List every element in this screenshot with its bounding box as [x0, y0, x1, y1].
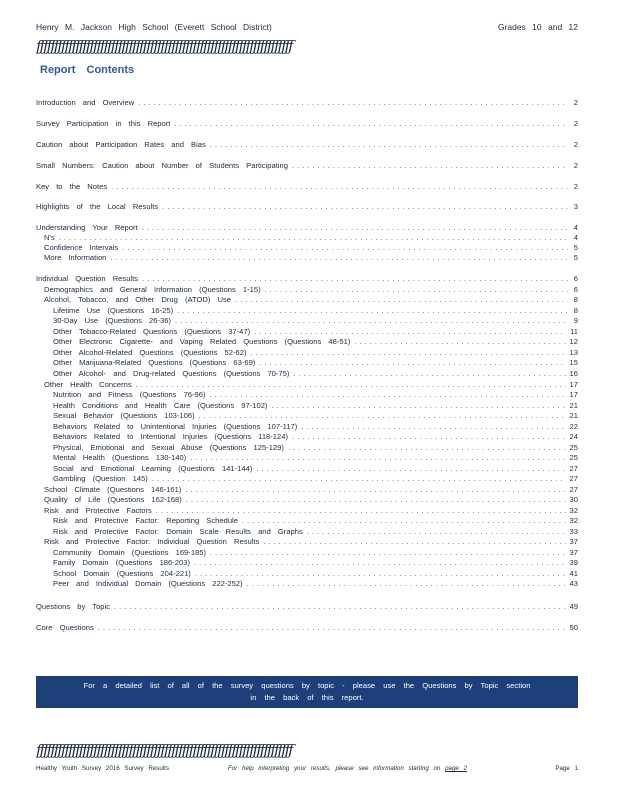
toc-entry-page: 37 [569, 537, 578, 546]
toc-entry[interactable] [36, 358, 578, 368]
toc-leader-dots [186, 495, 566, 505]
toc-entry[interactable] [36, 327, 578, 337]
toc-entry-label: Behaviors Related to Unintentional Injuries (Questions 107-117) [53, 422, 298, 431]
toc-entry[interactable] [36, 569, 578, 579]
footer-help-label: For help interpreting your results, please see information starting on [228, 765, 446, 772]
toc-entry-page: 25 [569, 443, 578, 452]
toc-entry[interactable] [36, 453, 578, 463]
toc-entry[interactable] [36, 223, 578, 233]
toc-entry-label: Small Numbers: Caution about Number of Students Participating [36, 161, 288, 170]
toc-leader-dots [59, 233, 568, 243]
toc-entry-label: 30-Day Use (Questions 26-36) [53, 316, 171, 325]
toc-entry-label: Introduction and Overview [36, 98, 135, 107]
toc-entry-label: Lifetime Use (Questions 16-25) [53, 306, 174, 315]
toc-leader-dots [156, 506, 566, 516]
toc-leader-dots [114, 602, 566, 612]
toc-entry[interactable] [36, 295, 578, 305]
toc-entry[interactable] [36, 464, 578, 474]
toc-entry[interactable] [36, 98, 578, 108]
toc-entry-label: Risk and Protective Factor: Domain Scale Results and Graphs [53, 527, 303, 536]
toc-entry-page: 4 [573, 223, 578, 232]
toc-entry[interactable] [36, 506, 578, 516]
toc-entry-page: 21 [569, 401, 578, 410]
toc-entry[interactable] [36, 558, 578, 568]
toc-leader-dots [271, 401, 565, 411]
toc-leader-dots [174, 119, 568, 129]
toc-leader-dots [177, 306, 568, 316]
page-title: Report Contents [40, 64, 135, 76]
toc-entry[interactable] [36, 369, 578, 379]
toc-entry[interactable] [36, 527, 578, 537]
toc-leader-dots [210, 140, 568, 150]
toc-entry-page: 2 [573, 98, 578, 107]
toc-entry[interactable] [36, 202, 578, 212]
toc-entry-page: 8 [573, 295, 578, 304]
toc-leader-dots [247, 579, 566, 589]
toc-entry-page: 17 [569, 390, 578, 399]
toc-leader-dots [122, 243, 568, 253]
toc-entry[interactable] [36, 233, 578, 243]
toc-entry-page: 24 [569, 432, 578, 441]
toc-entry-page: 32 [569, 516, 578, 525]
toc-entry-page: 21 [569, 411, 578, 420]
toc-entry-page: 11 [570, 327, 578, 336]
toc-entry-label: Community Domain (Questions 169-185) [53, 548, 207, 557]
toc-entry-page: 49 [569, 602, 578, 611]
toc-entry-page: 30 [569, 495, 578, 504]
toc-entry[interactable] [36, 337, 578, 347]
toc-entry-page: 3 [573, 202, 578, 211]
toc-entry-page: 17 [569, 380, 578, 389]
toc-entry-label: Family Domain (Questions 186-203) [53, 558, 190, 567]
toc-entry-label: Mental Health (Questions 130-140) [53, 453, 187, 462]
toc-entry-label: School Climate (Questions 146-161) [44, 485, 182, 494]
toc-entry-label: Gambling (Question 145) [53, 474, 148, 483]
toc-leader-dots [256, 464, 565, 474]
banner-line-1: For a detailed list of all of the survey questions by topic - please use the Questions by Topic section [83, 681, 531, 690]
toc-leader-dots [288, 443, 566, 453]
toc-leader-dots [142, 223, 568, 233]
toc-entry[interactable] [36, 432, 578, 442]
toc-entry[interactable] [36, 548, 578, 558]
toc-leader-dots [354, 337, 565, 347]
toc-leader-dots [265, 285, 568, 295]
toc-entry[interactable] [36, 495, 578, 505]
toc-entry[interactable] [36, 140, 578, 150]
toc-entry-page: 13 [569, 348, 578, 357]
toc-entry[interactable] [36, 316, 578, 326]
toc-leader-dots [152, 474, 566, 484]
toc-leader-dots [175, 316, 568, 326]
toc-entry-label: Health Conditions and Health Care (Questions 97-102) [53, 401, 268, 410]
footer-help-text [228, 765, 467, 772]
toc-entry-label: Individual Question Results [36, 274, 139, 283]
toc-entry-page: 6 [573, 274, 578, 283]
toc-entry[interactable] [36, 285, 578, 295]
toc-entry-page: 50 [569, 623, 578, 632]
toc-entry-page: 27 [569, 485, 578, 494]
toc-leader-dots [185, 485, 565, 495]
toc-leader-dots [210, 390, 566, 400]
toc-entry-page: 2 [573, 119, 578, 128]
toc-entry-page: 37 [569, 548, 578, 557]
toc-entry-label: Core Questions [36, 623, 94, 632]
toc-entry[interactable] [36, 537, 578, 547]
toc-entry[interactable] [36, 401, 578, 411]
toc-entry-page: 25 [569, 453, 578, 462]
toc-entry-page: 9 [573, 316, 578, 325]
toc-leader-dots [162, 202, 568, 212]
toc-entry-page: 39 [569, 558, 578, 567]
decorative-divider-bottom: ƒƒƒƒƒƒƒƒƒƒƒƒƒƒƒƒƒƒƒƒƒƒƒƒƒƒƒƒƒƒƒƒƒƒƒƒƒƒƒƒƒƒƒƒƒƒƒƒƒƒƒƒƒƒƒƒƒƒƒƒƒƒƒƒƒƒƒƒƒƒƒƒ [36, 741, 292, 759]
toc-leader-dots [138, 98, 568, 108]
toc-entry-page: 2 [573, 140, 578, 149]
toc-leader-dots [142, 274, 568, 284]
toc-entry-label: Quality of Life (Questions 162-168) [44, 495, 182, 504]
toc-leader-dots [254, 327, 566, 337]
toc-entry-label: Nutrition and Fitness (Questions 76-96) [53, 390, 206, 399]
toc-entry[interactable] [36, 602, 578, 612]
toc-entry-label: N's [44, 233, 55, 242]
toc-entry-label: Other Health Concerns [44, 380, 132, 389]
toc-entry-label: Key to the Notes [36, 182, 108, 191]
toc-entry-label: Highlights of the Local Results [36, 202, 159, 211]
toc-entry-label: Behaviors Related to Intentional Injuries (Questions 118-124) [53, 432, 289, 441]
toc-entry-page: 16 [569, 369, 578, 378]
toc-entry-page: 41 [569, 569, 578, 578]
toc-entry-page: 32 [569, 506, 578, 515]
toc-entry-label: Other Marijuana-Related Questions (Questions 63-69) [53, 358, 256, 367]
toc-leader-dots [136, 380, 566, 390]
toc-entry[interactable] [36, 348, 578, 358]
toc-entry[interactable] [36, 182, 578, 192]
toc-entry[interactable] [36, 411, 578, 421]
toc-entry-label: Demographics and General Information (Questions 1-15) [44, 285, 261, 294]
toc-entry-label: Alcohol, Tobacco, and Other Drug (ATOD) Use [44, 295, 232, 304]
toc-entry-label: Other Alcohol-Related Questions (Questions 52-62) [53, 348, 247, 357]
toc-leader-dots [195, 569, 566, 579]
toc-entry-page: 4 [573, 233, 578, 242]
toc-leader-dots [293, 369, 565, 379]
toc-entry-page: 12 [569, 337, 578, 346]
toc-entry[interactable] [36, 474, 578, 484]
toc-leader-dots [263, 537, 565, 547]
info-banner [36, 676, 578, 708]
toc-leader-dots [235, 295, 568, 305]
toc-entry[interactable] [36, 119, 578, 129]
toc-entry[interactable] [36, 380, 578, 390]
toc-leader-dots [98, 623, 566, 633]
toc-entry-label: Confidence Intervals [44, 243, 119, 252]
toc-entry-page: 6 [573, 285, 578, 294]
toc-entry-page: 2 [573, 161, 578, 170]
toc-entry-label: Survey Participation in this Report [36, 119, 171, 128]
toc-entry-label: More Information [44, 253, 107, 262]
footer-page-link[interactable]: page 2 [445, 765, 468, 772]
toc-entry[interactable] [36, 516, 578, 526]
toc-leader-dots [292, 161, 568, 171]
toc-entry-page: 2 [573, 182, 578, 191]
banner-line-2: in the back of this report. [250, 693, 364, 702]
toc-entry[interactable] [36, 579, 578, 589]
toc-leader-dots [210, 548, 566, 558]
toc-entry-page: 8 [573, 306, 578, 315]
toc-entry-page: 27 [569, 464, 578, 473]
toc-entry[interactable] [36, 443, 578, 453]
decorative-divider-top: ƒƒƒƒƒƒƒƒƒƒƒƒƒƒƒƒƒƒƒƒƒƒƒƒƒƒƒƒƒƒƒƒƒƒƒƒƒƒƒƒƒƒƒƒƒƒƒƒƒƒƒƒƒƒƒƒƒƒƒƒƒƒƒƒƒƒƒƒƒƒƒƒ [36, 37, 292, 55]
toc-entry-label: Other Electronic Cigarette- and Vaping Related Questions (Questions 48-51) [53, 337, 351, 346]
toc-entry-label: Other Tobacco-Related Questions (Questions 37-47) [53, 327, 251, 336]
toc-entry-label: Sexual Behavior (Questions 103-106) [53, 411, 195, 420]
toc-leader-dots [250, 348, 565, 358]
toc-entry-page: 15 [569, 358, 578, 367]
toc-leader-dots [307, 527, 566, 537]
toc-entry[interactable] [36, 306, 578, 316]
toc-entry-label: Risk and Protective Factor: Reporting Schedule [53, 516, 238, 525]
toc-leader-dots [242, 516, 566, 526]
toc-leader-dots [292, 432, 566, 442]
toc-leader-dots [110, 253, 568, 263]
toc-entry-label: Peer and Individual Domain (Questions 222-252) [53, 579, 243, 588]
toc-entry-page: 33 [569, 527, 578, 536]
toc-entry[interactable] [36, 390, 578, 400]
toc-leader-dots [111, 182, 568, 192]
toc-entry[interactable] [36, 253, 578, 263]
toc-entry-page: 27 [569, 474, 578, 483]
toc-entry-label: Understanding Your Report [36, 223, 138, 232]
toc-entry-label: Questions by Topic [36, 602, 111, 611]
toc-entry-page: 5 [573, 253, 578, 262]
toc-entry-page: 5 [573, 243, 578, 252]
toc-leader-dots [190, 453, 565, 463]
toc-leader-dots [301, 422, 565, 432]
toc-entry-label: Physical, Emotional and Sexual Abuse (Questions 125-129) [53, 443, 284, 452]
toc-leader-dots [194, 558, 566, 568]
toc-leader-dots [199, 411, 566, 421]
toc-entry-label: Risk and Protective Factors [44, 506, 152, 515]
footer-survey-name: Healthy Youth Survey 2016 Survey Results [36, 765, 169, 772]
toc-entry[interactable] [36, 243, 578, 253]
toc-entry[interactable] [36, 422, 578, 432]
toc-entry[interactable] [36, 623, 578, 633]
toc-entry-page: 22 [569, 422, 578, 431]
school-name: Henry M. Jackson High School (Everett School District) [36, 22, 272, 32]
toc-entry[interactable] [36, 485, 578, 495]
toc-entry[interactable] [36, 161, 578, 171]
toc-entry-page: 43 [569, 579, 578, 588]
grades-label: Grades 10 and 12 [497, 22, 578, 32]
toc-entry-label: School Domain (Questions 204-221) [53, 569, 191, 578]
toc-entry[interactable] [36, 274, 578, 284]
toc-leader-dots [259, 358, 565, 368]
toc-entry-label: Caution about Participation Rates and Bias [36, 140, 206, 149]
toc-entry-label: Risk and Protective Factor: Individual Question Results [44, 537, 260, 546]
toc-entry-label: Social and Emotional Learning (Questions 141-144) [53, 464, 253, 473]
toc-entry-label: Other Alcohol- and Drug-related Questions (Questions 70-75) [53, 369, 290, 378]
footer-page-number: Page 1 [555, 765, 578, 772]
